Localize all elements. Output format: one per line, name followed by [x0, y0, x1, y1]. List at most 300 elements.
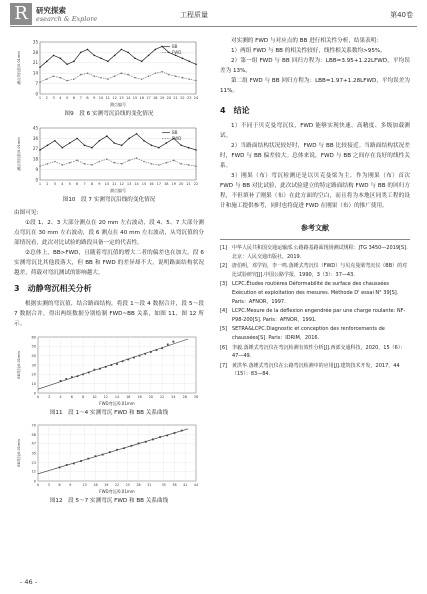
data-point: [66, 63, 68, 65]
y-tick-label: 0: [33, 391, 36, 396]
data-point: [173, 160, 175, 162]
x-tick-label: 41: [183, 483, 188, 487]
header-rule: [10, 26, 417, 27]
data-point: [151, 145, 153, 147]
reference-text: 中华人民共和国交通运输部.公路路基路面现场测试规程：JTG 3450—2019[S]. 北京：人民交通出版社，2019.: [232, 245, 408, 260]
legend-label: BB: [172, 44, 178, 49]
data-point: [158, 164, 160, 166]
data-point: [82, 373, 84, 375]
x-tick-label: 7: [83, 182, 86, 186]
x-tick-label: 16: [149, 182, 154, 186]
data-point: [144, 353, 146, 355]
data-point: [168, 74, 170, 76]
x-tick-label: 10: [98, 96, 104, 100]
y-tick-label: 20: [31, 372, 36, 377]
data-point: [116, 363, 118, 365]
data-point: [109, 451, 111, 453]
data-point: [99, 161, 101, 163]
y-tick-label: 60: [31, 335, 36, 340]
data-point: [155, 49, 157, 51]
data-point: [60, 58, 62, 60]
x-tick-label: 22: [180, 96, 185, 100]
x-tick-label: 2: [48, 395, 51, 399]
y-tick-label: 18: [32, 156, 38, 162]
intro-line: 由图可见:: [14, 210, 39, 216]
right-column: [220, 36, 410, 380]
data-point: [174, 432, 176, 434]
x-tick-label: 19: [159, 96, 165, 100]
data-point: [159, 436, 161, 438]
reference-number: [5]: [220, 326, 228, 333]
data-point: [127, 74, 129, 76]
data-point: [150, 351, 152, 353]
x-tick-label: 19: [104, 483, 109, 487]
data-point: [195, 149, 197, 151]
data-point: [65, 378, 67, 380]
data-point: [106, 135, 108, 137]
figure-12: [14, 421, 204, 505]
fig11-chart: [14, 333, 204, 407]
data-point: [53, 75, 55, 77]
left-column: [14, 36, 204, 509]
data-point: [91, 147, 93, 149]
reference-list: [220, 239, 410, 379]
x-tick-label: 11: [105, 96, 111, 100]
x-tick-label: 8: [90, 182, 94, 186]
data-point: [165, 142, 167, 144]
data-point: [39, 66, 41, 68]
x-tick-label: 23: [186, 96, 192, 100]
section-3-heading: 3 动静弯沉相关分析: [14, 284, 92, 293]
data-point: [114, 55, 116, 57]
data-point: [80, 460, 82, 462]
x-tick-label: 28: [136, 483, 141, 487]
data-point: [165, 162, 167, 164]
x-tick-label: 12: [119, 182, 124, 186]
data-point: [76, 138, 78, 140]
y-tick-label: 40: [31, 353, 36, 358]
y-tick-label: 47: [31, 441, 36, 446]
right-para-2: 1）两组 FWD 与 BB 的相关性较好，线性相关系数均>95%。: [231, 48, 386, 54]
data-point: [195, 80, 197, 82]
legend-label: BB: [172, 130, 178, 135]
data-point: [60, 380, 62, 382]
data-point: [121, 49, 123, 51]
reference-text: SETRA&LCPC.Diagnostic et conception des renforcements de chaussées[S]. Paris：IDRIM，2016.: [232, 326, 385, 341]
data-point: [87, 49, 89, 51]
x-tick-label: 12: [112, 96, 117, 100]
data-point: [113, 162, 115, 164]
data-point: [47, 145, 49, 147]
x-tick-label: 3: [53, 182, 56, 186]
reference-number: [3]: [220, 281, 228, 288]
x-tick-label: 19: [171, 182, 176, 186]
data-point: [188, 147, 190, 149]
data-point: [99, 140, 101, 142]
x-tick-label: 8: [86, 96, 89, 100]
x-tick-label: 24: [171, 395, 176, 399]
data-point: [116, 449, 118, 451]
x-axis-label: FWD弯沉/0.01mm: [99, 489, 135, 494]
x-tick-label: 16: [139, 96, 144, 100]
data-point: [54, 161, 56, 163]
data-point: [158, 147, 160, 149]
data-point: [152, 439, 154, 441]
legend-label: FWD: [172, 50, 182, 55]
data-point: [122, 360, 124, 362]
y-tick-label: 35: [32, 39, 38, 45]
data-point: [94, 369, 96, 371]
x-tick-label: 0: [36, 395, 40, 399]
data-point: [69, 142, 71, 144]
x-tick-label: 20: [178, 182, 184, 186]
data-point: [46, 61, 48, 63]
reference-text: 黄洪华.落锤式弯沉仪在公路弯沉检测中的应用[J].建筑技术开发，2017，44（15）：83—84.: [232, 362, 400, 378]
data-point: [173, 341, 175, 343]
y-axis-label: 测点弯沉值/0.01mm: [17, 137, 21, 171]
data-point: [66, 80, 68, 82]
x-tick-label: 0: [36, 483, 40, 487]
x-tick-label: 15: [141, 182, 147, 186]
fig12-caption: 图12 段 5～7 实测弯沉 FWD 和 BB 关系曲线: [49, 498, 169, 504]
data-point: [121, 163, 123, 165]
reference-text: 唐伯明，邓学钧，李一鸣.落锤式弯沉仪（FWD）与贝克曼梁弯沉仪（BB）的对比试验研究[J].中国公路学报，1990，3（3）：37—43.: [232, 263, 408, 278]
data-point: [73, 61, 75, 63]
conclusion-2: 2）当路面结构状况较好时，FWD 与 BB 比较接近。当路面结构状况差时，FWD 与 BB 偏差较大。总体来说，FWD 与 BB 之间存在良好的线性关系。: [220, 143, 410, 169]
data-point: [195, 63, 197, 65]
x-tick-label: 9: [69, 483, 72, 487]
fig11-caption: 图11 段 1～4 实测弯沉 FWD 和 BB 关系曲线: [49, 410, 169, 416]
data-point: [93, 55, 95, 57]
x-tick-label: 18: [137, 395, 142, 399]
left-para-1: ①段 1、2、3 大部分测点在 20 mm 左右波动，段 4、5、7 大部分测点弯沉在 30 mm 左右波动，段 6 测点在 40 mm 左右波动，从弯沉值的分部情况看，此次对比试验的路段具备一定的代表性。: [14, 220, 204, 246]
x-tick-label: 2: [45, 96, 48, 100]
x-tick-label: 5: [66, 96, 69, 100]
data-point: [107, 61, 109, 63]
data-point: [161, 347, 163, 349]
right-para-4: 第二组 FWD 与 BB 回归方程为：LBB=1.97+1.28LFWD，平均误差为 11%。: [220, 78, 410, 94]
data-point: [181, 430, 183, 432]
figure-10: [14, 122, 204, 204]
data-point: [136, 133, 138, 135]
y-tick-label: 23: [31, 460, 36, 465]
data-point: [138, 443, 140, 445]
x-tick-label: 18: [153, 96, 158, 100]
x-tick-label: 15: [132, 96, 138, 100]
y-axis-label: 测点弯沉值/0.01mm: [17, 51, 21, 85]
journal-name: 工程质量: [180, 11, 208, 19]
data-point: [54, 140, 56, 142]
x-tick-label: 28: [193, 395, 199, 399]
data-point: [93, 75, 95, 77]
x-tick-label: 10: [104, 182, 110, 186]
data-point: [133, 357, 135, 359]
data-point: [76, 160, 78, 162]
x-tick-label: 4: [59, 395, 62, 399]
x-tick-label: 22: [114, 483, 120, 487]
data-point: [123, 447, 125, 449]
reference-text: 李毅.落锤式弯沉仪在弯沉检测有效性分析[J].西部交通科技，2020，15（6）：47—49.: [232, 344, 406, 360]
y-tick-label: 45: [32, 125, 38, 131]
data-point: [128, 160, 130, 162]
data-point: [110, 364, 112, 366]
y-tick-label: 35: [31, 451, 36, 456]
y-tick-label: 70: [31, 423, 36, 428]
data-point: [180, 163, 182, 165]
x-tick-label: 18: [164, 182, 169, 186]
x-tick-label: 4: [59, 96, 62, 100]
reference-number: [6]: [220, 344, 228, 351]
x-tick-label: 24: [193, 96, 199, 100]
data-point: [61, 164, 63, 166]
data-point: [114, 75, 116, 77]
trend-line: [38, 429, 188, 474]
y-tick-label: 21: [32, 60, 38, 66]
data-point: [127, 359, 129, 361]
x-tick-label: 13: [126, 182, 132, 186]
x-tick-label: 16: [126, 395, 131, 399]
y-tick-label: 58: [31, 432, 36, 437]
x-tick-label: 1: [38, 96, 42, 100]
section-name-en: esearch & Explore: [36, 15, 98, 23]
data-point: [105, 366, 107, 368]
data-point: [61, 147, 63, 149]
data-point: [175, 75, 177, 77]
data-point: [121, 145, 123, 147]
data-point: [134, 77, 136, 79]
x-tick-label: 26: [182, 395, 187, 399]
legend-label: FWD: [172, 136, 182, 141]
fig10-chart: [14, 122, 204, 194]
y-axis-label: BB弯沉/0.01mm: [17, 439, 21, 467]
x-tick-label: 35: [161, 483, 166, 487]
x-tick-label: 31: [147, 483, 152, 487]
x-tick-label: 6: [70, 395, 73, 399]
data-point: [130, 445, 132, 447]
data-point: [195, 165, 197, 167]
conclusion-3: 3）刚果（布）弯沉检测还是以贝克曼梁为主，作为刚果（布）首次 FWD 与 BB 对比试验，此次试验建立的特定路面结构 FWD 与 BB 的回归方程，不但填补了刚果（布）在此方面的空白，而且将为本地区同类工程的设计和施工提供参考，同时也将促进 FWD 在刚果（布）的推广使用。: [220, 173, 410, 209]
x-axis-label: 测点编号: [110, 102, 126, 107]
x-tick-label: 21: [173, 96, 178, 100]
x-tick-label: 2: [46, 182, 49, 186]
section-logo: R: [10, 3, 32, 25]
x-tick-label: 4: [61, 182, 64, 186]
references-title: 参考文献: [301, 224, 329, 232]
data-point: [182, 77, 184, 79]
x-tick-label: 22: [160, 395, 165, 399]
data-point: [166, 435, 168, 437]
x-tick-label: 10: [92, 395, 97, 399]
data-point: [47, 163, 49, 165]
data-point: [87, 458, 89, 460]
data-point: [107, 78, 109, 80]
y-tick-label: 9: [35, 167, 38, 172]
reference-number: [2]: [220, 263, 228, 270]
y-tick-label: 27: [32, 146, 38, 152]
reference-text: LCPC.Études routières Déformabilité de surface des chaussées Exécution et exploitation des mesures. Méthode D' essai N° 39[S]. Paris：AFNOR，1997.: [232, 281, 399, 305]
data-point: [156, 349, 158, 351]
y-tick-label: 0: [35, 177, 38, 183]
reference-item: [220, 262, 410, 279]
data-point: [161, 71, 163, 73]
data-point: [139, 355, 141, 357]
data-point: [46, 78, 48, 80]
y-tick-label: 36: [32, 135, 38, 141]
reference-text: LCPC.Mesure de la déflexion engendrée par une charge roulante: NF-P98-200[S]. Paris：AFNOR，1991.: [232, 308, 406, 323]
x-tick-label: 20: [166, 96, 172, 100]
x-tick-label: 22: [193, 182, 199, 186]
y-tick-label: 7: [35, 81, 38, 86]
y-tick-label: 0: [33, 479, 36, 484]
data-point: [53, 55, 55, 57]
x-tick-label: 1: [38, 182, 42, 186]
data-point: [148, 55, 150, 57]
y-tick-label: 30: [31, 363, 36, 368]
x-tick-label: 44: [193, 483, 199, 487]
data-point: [145, 441, 147, 443]
data-point: [84, 145, 86, 147]
x-axis-label: 测点编号: [110, 188, 126, 193]
x-tick-label: 8: [82, 395, 85, 399]
data-point: [39, 149, 41, 151]
fig9-chart: [14, 36, 204, 108]
data-point: [127, 52, 129, 54]
data-point: [39, 81, 41, 83]
y-tick-label: 10: [31, 381, 36, 386]
reference-number: [7]: [220, 362, 228, 369]
data-point: [39, 165, 41, 167]
x-tick-label: 20: [148, 395, 153, 399]
reference-item: [220, 362, 410, 379]
left-para-2: ②总体上，BB>FWD，且随着弯沉值的增大二者的偏差也在加大。段 6 实测弯沉比其他段落大，但 BB 和 FWD 的差异却不大，说明路面结构状况越差，荷载对弯沉测试的影响越大。: [14, 250, 204, 276]
figure-11: [14, 333, 204, 417]
data-point: [148, 75, 150, 77]
reference-item: [220, 344, 410, 361]
y-tick-label: 0: [35, 91, 38, 97]
data-point: [141, 61, 143, 63]
x-tick-label: 17: [156, 182, 162, 186]
data-point: [87, 72, 89, 74]
y-tick-label: 14: [32, 70, 38, 76]
x-tick-label: 6: [58, 483, 61, 487]
figure-9: [14, 36, 204, 118]
x-tick-label: 13: [119, 96, 124, 100]
x-tick-label: 6: [76, 182, 79, 186]
data-point: [113, 142, 115, 144]
x-tick-label: 21: [186, 182, 191, 186]
section-name-cn: 研究探索: [36, 6, 66, 15]
data-point: [73, 463, 75, 465]
x-tick-label: 11: [112, 182, 117, 186]
reference-item: [220, 244, 410, 261]
fig9-caption: 图9 段 6 实测弯沉沿线的变化情况: [64, 111, 154, 117]
data-point: [73, 78, 75, 80]
data-point: [99, 368, 101, 370]
data-point: [106, 158, 108, 160]
x-tick-label: 5: [68, 182, 71, 186]
reference-item: [220, 325, 410, 342]
x-axis-label: FWD弯沉/0.01mm: [99, 401, 135, 406]
x-tick-label: 9: [93, 96, 96, 100]
fig12-chart: [14, 421, 204, 495]
left-para-3: 根据实测的弯沉值，结合路面结构，将段 1～段 4 数据合并，段 5～段 7 数据合并，得出两组数据分别绘制 FWD~BB 关系，如图 11、图 12 所示。: [14, 301, 204, 327]
reference-item: [220, 280, 410, 306]
x-tick-label: 6: [72, 96, 76, 100]
data-point: [66, 464, 68, 466]
x-tick-label: 13: [82, 483, 87, 487]
data-point: [143, 161, 145, 163]
data-point: [188, 61, 190, 63]
volume-label: 第40卷: [390, 11, 413, 19]
conclusion-1: 1）不同于贝克曼弯沉仪，FWD 能够实现快速、高精度、多级加载测试。: [220, 123, 410, 139]
x-tick-label: 7: [79, 96, 82, 100]
y-tick-label: 28: [32, 49, 38, 55]
data-point: [91, 164, 93, 166]
x-tick-label: 12: [103, 395, 108, 399]
data-point: [71, 376, 73, 378]
data-point: [80, 74, 82, 76]
reference-number: [1]: [220, 245, 228, 251]
reference-number: [4]: [220, 308, 228, 315]
x-tick-label: 14: [125, 96, 131, 100]
data-point: [128, 138, 130, 140]
y-tick-label: 12: [31, 469, 36, 474]
x-tick-label: 14: [134, 182, 139, 186]
data-point: [69, 162, 71, 164]
data-point: [80, 52, 82, 54]
data-point: [77, 375, 79, 377]
x-tick-label: 9: [98, 182, 101, 186]
x-tick-label: 38: [172, 483, 177, 487]
data-point: [167, 344, 169, 346]
data-point: [100, 58, 102, 60]
x-tick-label: 14: [114, 395, 120, 399]
x-tick-label: 16: [93, 483, 98, 487]
data-point: [151, 163, 153, 165]
page-header: [0, 0, 427, 28]
page-number: - 46 -: [20, 578, 38, 586]
reference-item: [220, 307, 410, 324]
data-point: [182, 58, 184, 60]
right-para-1: 对实测的 FWD 与对应点的 BB 进行相关性分析，结果表明：: [231, 38, 382, 44]
data-point: [95, 455, 97, 457]
data-point: [60, 77, 62, 79]
x-tick-label: 3: [52, 96, 55, 100]
data-point: [102, 454, 104, 456]
x-tick-label: 3: [47, 483, 50, 487]
data-point: [59, 467, 61, 469]
data-point: [136, 157, 138, 159]
data-point: [188, 164, 190, 166]
right-para-3: 2）第一组 FWD 与 BB 回归方程为：LBB=3.95+1.22LFWD，平均误差为 13%。: [220, 58, 410, 74]
data-point: [100, 77, 102, 79]
section-4-heading: 4 结论: [220, 106, 250, 115]
fig10-caption: 图10 段 7 实测弯沉沿线的变化情况: [62, 197, 156, 203]
data-point: [141, 78, 143, 80]
data-point: [121, 72, 123, 74]
data-point: [180, 145, 182, 147]
x-tick-label: 25: [125, 483, 130, 487]
data-point: [134, 58, 136, 60]
data-point: [188, 78, 190, 80]
data-point: [143, 140, 145, 142]
y-axis-label: BB弯沉/0.01mm: [17, 351, 21, 379]
data-point: [84, 163, 86, 165]
data-point: [155, 72, 157, 74]
x-tick-label: 17: [146, 96, 151, 100]
y-tick-label: 50: [31, 344, 36, 349]
data-point: [88, 372, 90, 374]
